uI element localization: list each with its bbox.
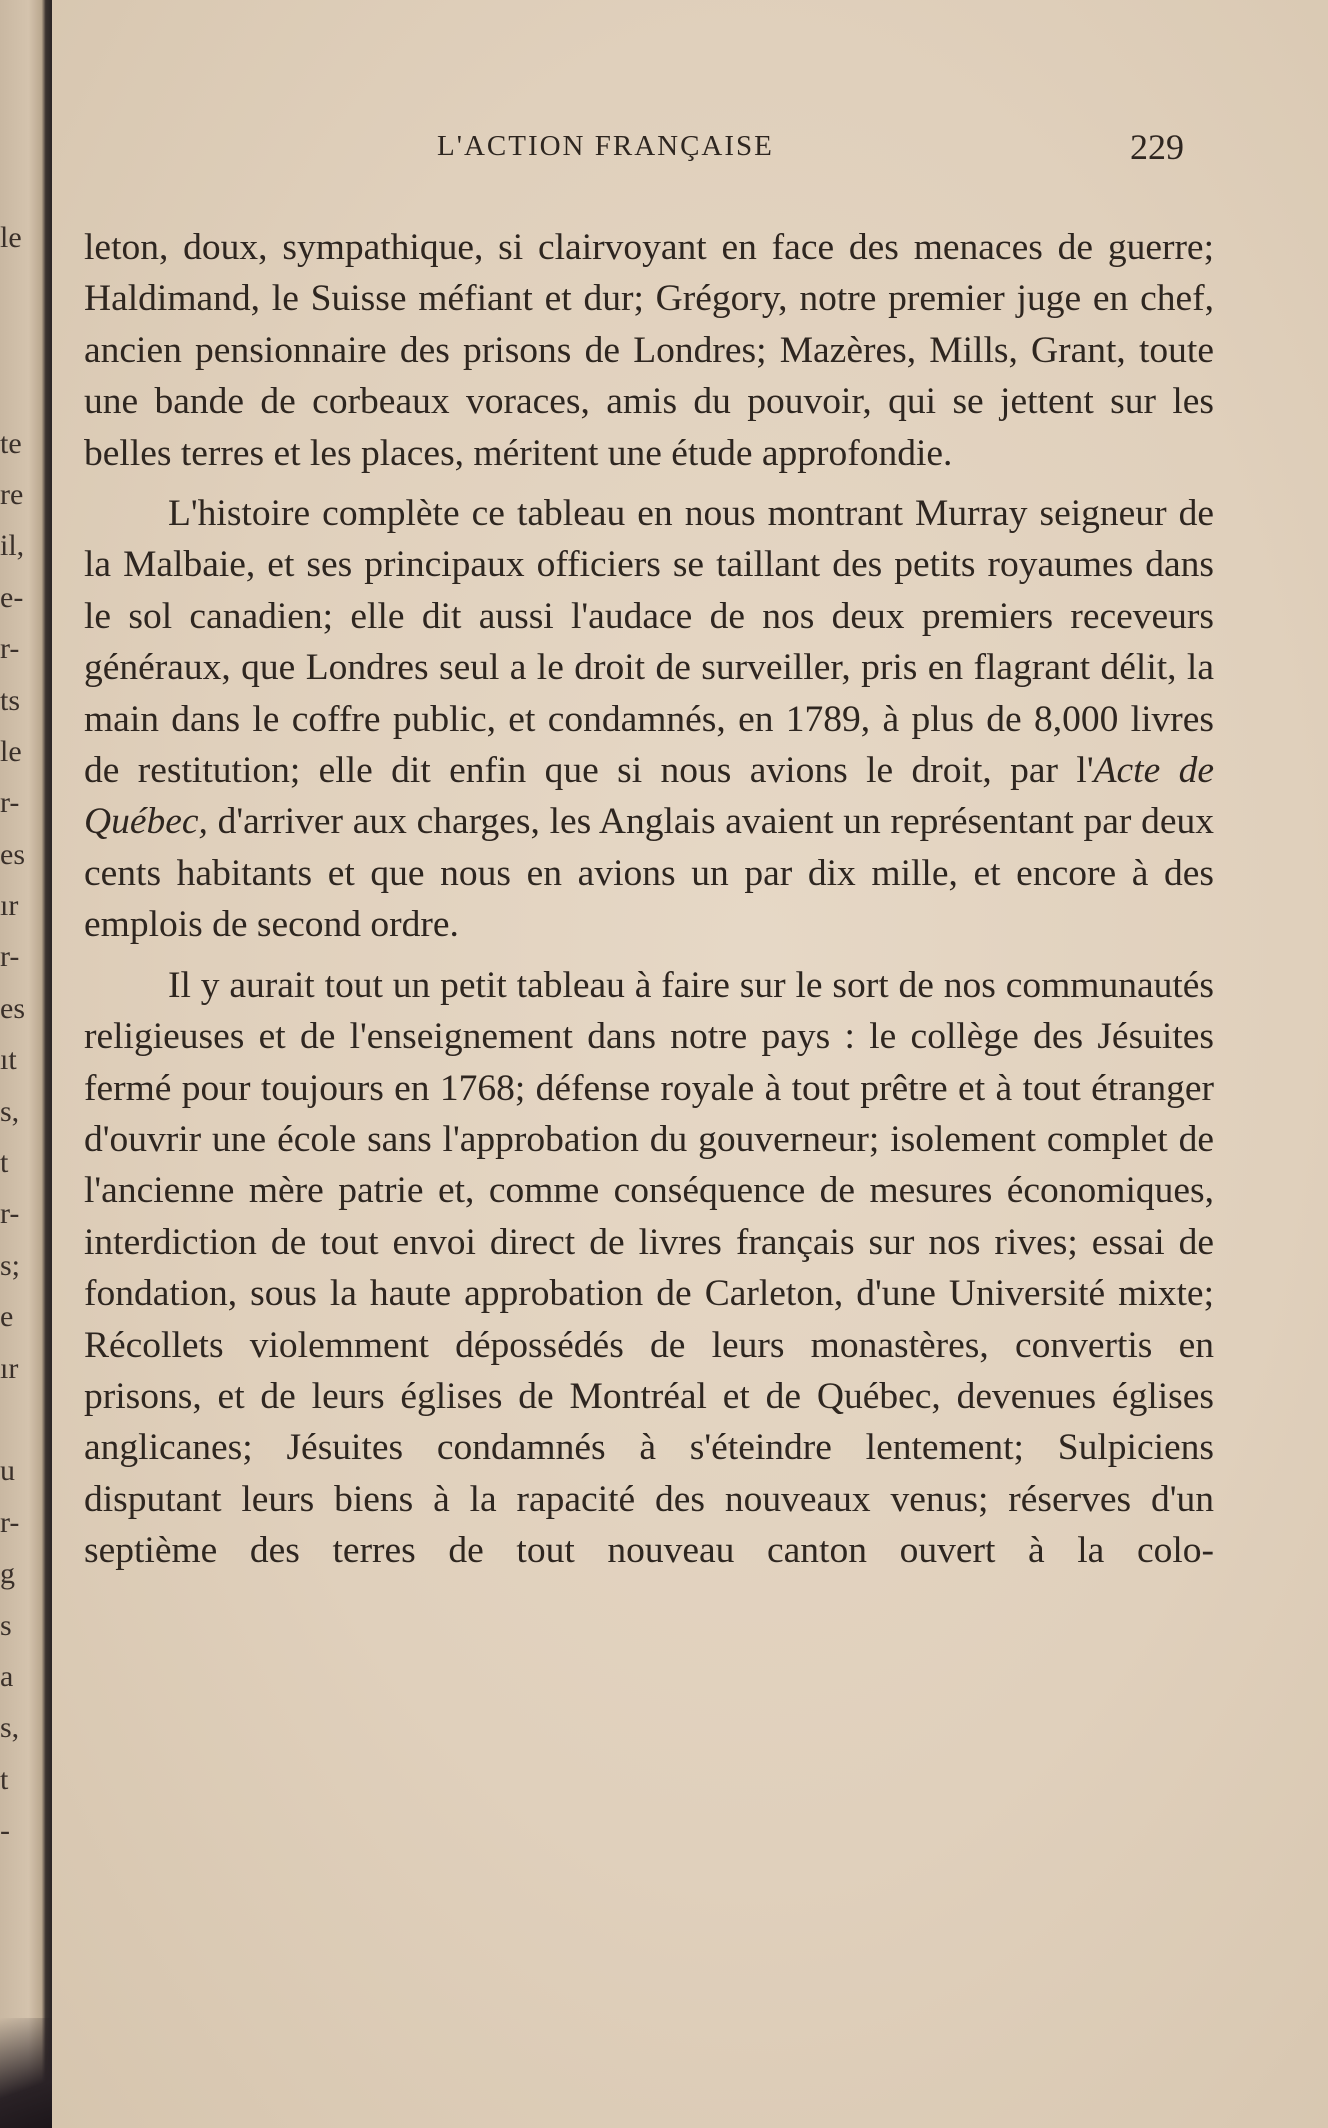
facing-page-fragment: s,: [0, 1711, 20, 1745]
facing-page-fragment: il,: [0, 529, 25, 563]
facing-page-fragment: es: [0, 991, 25, 1025]
facing-page-fragment: g: [0, 1557, 15, 1591]
running-head: [52, 127, 1328, 170]
facing-page-fragment: ır: [0, 889, 19, 923]
facing-page-fragment: [0, 315, 40, 366]
facing-page-fragment: s;: [0, 1248, 21, 1282]
facing-page-fragment: [0, 263, 40, 314]
page-number: 229: [1130, 127, 1184, 167]
facing-page-fragment: t: [0, 1762, 9, 1796]
book-page: [52, 0, 1328, 2128]
facing-page-fragment: [0, 366, 40, 417]
facing-page-fragment: a: [0, 1659, 14, 1693]
facing-page-fragment: le: [0, 734, 22, 768]
facing-page-fragment: r-: [0, 786, 20, 820]
facing-page-fragment: e: [0, 1300, 14, 1334]
facing-page-fragment: r-: [0, 1197, 20, 1231]
paragraph-1: leton, doux, sympathique, si clairvoyant en face des menaces de guerre; Haldimand, le Suisse méfiant et dur; Grégory, notre premier juge en chef, ancien pensionnaire des prisons de Londres; Mazères, Mills, Grant, toute une bande de corbeaux voraces, amis du pouvoir, qui se jettent sur les belles terres et les places, méritent une étude approfondie.: [84, 227, 1214, 474]
statute-title-italic: Acte de Québec,: [84, 750, 1214, 843]
facing-page-fragment: t: [0, 1146, 9, 1180]
facing-page-fragment: r-: [0, 632, 20, 666]
facing-page-fragment: re: [0, 477, 24, 511]
facing-page-fragment: ıt: [0, 1043, 17, 1077]
paragraph-2: [84, 488, 1214, 951]
body-text: [84, 222, 1214, 1577]
paragraph-2-text-end: d'arriver aux charges, les Anglais avaient un représentant par deux cents habitants et que nous en avions un par dix mille, et encore à des emplois de second ordre.: [84, 801, 1214, 946]
facing-page-fragment: s,: [0, 1094, 20, 1128]
facing-page-fragment: s: [0, 1608, 12, 1642]
facing-page-fragment: r-: [0, 1505, 20, 1539]
facing-page-fragment: -: [0, 1814, 10, 1848]
facing-page-fragment: e-: [0, 580, 24, 614]
facing-page-fragment: u: [0, 1454, 15, 1488]
facing-page-fragment: es: [0, 837, 25, 871]
running-title: L'ACTION FRANÇAISE: [437, 130, 774, 162]
paragraph-3: Il y aurait tout un petit tableau à faire sur le sort de nos communautés religieuses et de l'enseignement dans notre pays : le collège des Jésuites fermé pour toujours en 1768; défense royale à tout prêtre et à tout étranger d'ouvrir une école sans l'approbation du gouverneur; isolement complet de l'ancienne mère patrie et, comme conséquence de mesures économiques, interdiction de tout envoi direct de livres français sur nos rives; essai de fondation, sous la haute approbation de Carleton, d'une Université mixte; Récollets violemment dépossédés de leurs monastères, convertis en prisons, et de leurs églises de Montréal et de Québec, devenues églises anglicanes; Jésuites condamnés à s'éteindre lentement; Sulpiciens disputant leurs biens à la rapacité des nouveaux venus; réserves d'un septième des terres de tout nouveau canton ouvert à la colo-: [84, 964, 1214, 1572]
paragraph-2-text-start: L'histoire complète ce tableau en nous montrant Murray seigneur de la Malbaie, et ses principaux officiers se taillant des petits royaumes dans le sol canadien; elle dit aussi l'audace de nos deux premiers receveurs généraux, que Londres seul a le droit de surveiller, pris en flagrant délit, la main dans le coffre public, et condamnés, en 1789, à plus de 8,000 livres de restitution; elle dit enfin que si nous avions le droit, par l': [84, 493, 1214, 792]
facing-page-fragment: le: [0, 221, 22, 254]
facing-page-fragment: ts: [0, 683, 21, 717]
facing-page-fragment: [0, 1394, 40, 1445]
facing-page-fragment: te: [0, 426, 22, 460]
facing-page-fragment: r-: [0, 940, 20, 974]
facing-page-fragment: ır: [0, 1351, 19, 1385]
facing-page-text-fragments: [0, 212, 40, 1857]
